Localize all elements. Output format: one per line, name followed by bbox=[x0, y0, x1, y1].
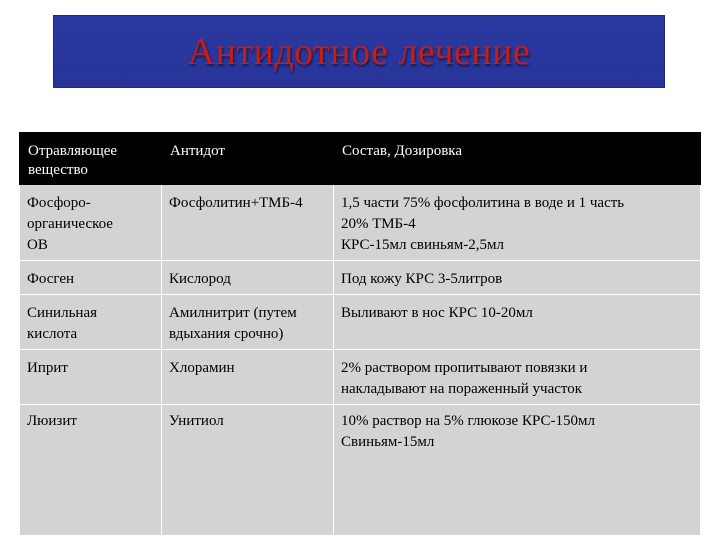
table-row bbox=[20, 295, 701, 350]
table-row bbox=[20, 405, 701, 536]
cell-line: Кислород bbox=[169, 271, 231, 287]
table-header-row bbox=[20, 133, 701, 185]
cell-line: Под кожу КРС 3-5литров bbox=[341, 271, 503, 287]
cell-agent bbox=[20, 261, 162, 295]
cell-line: Фосген bbox=[27, 271, 75, 287]
header-agent-line-2: вещество bbox=[28, 162, 88, 178]
header-antidote bbox=[162, 133, 334, 185]
cell-line: Выливают в нос КРС 10-20мл bbox=[341, 305, 533, 321]
cell-line: Свиньям-15мл bbox=[341, 434, 435, 450]
cell-line: Хлорамин bbox=[169, 360, 235, 376]
title-banner bbox=[53, 15, 665, 88]
cell-line: Амилнитрит (путем bbox=[169, 305, 297, 321]
page-title: Антидотное лечение bbox=[187, 30, 531, 73]
table-row bbox=[20, 261, 701, 295]
cell-line: Фосфоро- bbox=[27, 195, 91, 211]
cell-line: 20% ТМБ-4 bbox=[341, 216, 416, 232]
cell-antidote bbox=[162, 185, 334, 261]
cell-line: 1,5 части 75% фосфолитина в воде и 1 часть bbox=[341, 195, 625, 211]
cell-antidote bbox=[162, 295, 334, 350]
cell-line: Унитиол bbox=[169, 413, 224, 429]
table-row bbox=[20, 185, 701, 261]
cell-line: Иприт bbox=[27, 360, 68, 376]
header-antidote-line-1: Антидот bbox=[170, 143, 225, 159]
header-dosage-line-1: Состав, Дозировка bbox=[342, 143, 462, 159]
header-agent bbox=[20, 133, 162, 185]
cell-line: 10% раствор на 5% глюкозе КРС-150мл bbox=[341, 413, 595, 429]
cell-agent bbox=[20, 350, 162, 405]
cell-line: органическое bbox=[27, 216, 113, 232]
table-row bbox=[20, 350, 701, 405]
header-agent-line-1: Отравляющее bbox=[28, 143, 118, 159]
cell-line: накладывают на пораженный участок bbox=[341, 381, 583, 397]
cell-antidote bbox=[162, 350, 334, 405]
cell-dosage bbox=[334, 295, 701, 350]
cell-line: Фосфолитин+ТМБ-4 bbox=[169, 195, 303, 211]
cell-dosage bbox=[334, 185, 701, 261]
cell-line: КРС-15мл свиньям-2,5мл bbox=[341, 237, 505, 253]
cell-line: ОВ bbox=[27, 237, 48, 253]
antidote-table bbox=[19, 132, 701, 536]
cell-dosage bbox=[334, 350, 701, 405]
cell-line: 2% раствором пропитывают повязки и bbox=[341, 360, 588, 376]
cell-agent bbox=[20, 405, 162, 536]
cell-agent bbox=[20, 295, 162, 350]
cell-line: Люизит bbox=[27, 413, 77, 429]
cell-dosage bbox=[334, 405, 701, 536]
cell-line: кислота bbox=[27, 326, 78, 342]
cell-antidote bbox=[162, 261, 334, 295]
cell-line: вдыхания срочно) bbox=[169, 326, 284, 342]
cell-agent bbox=[20, 185, 162, 261]
cell-dosage bbox=[334, 261, 701, 295]
cell-antidote bbox=[162, 405, 334, 536]
header-dosage bbox=[334, 133, 701, 185]
cell-line: Синильная bbox=[27, 305, 97, 321]
